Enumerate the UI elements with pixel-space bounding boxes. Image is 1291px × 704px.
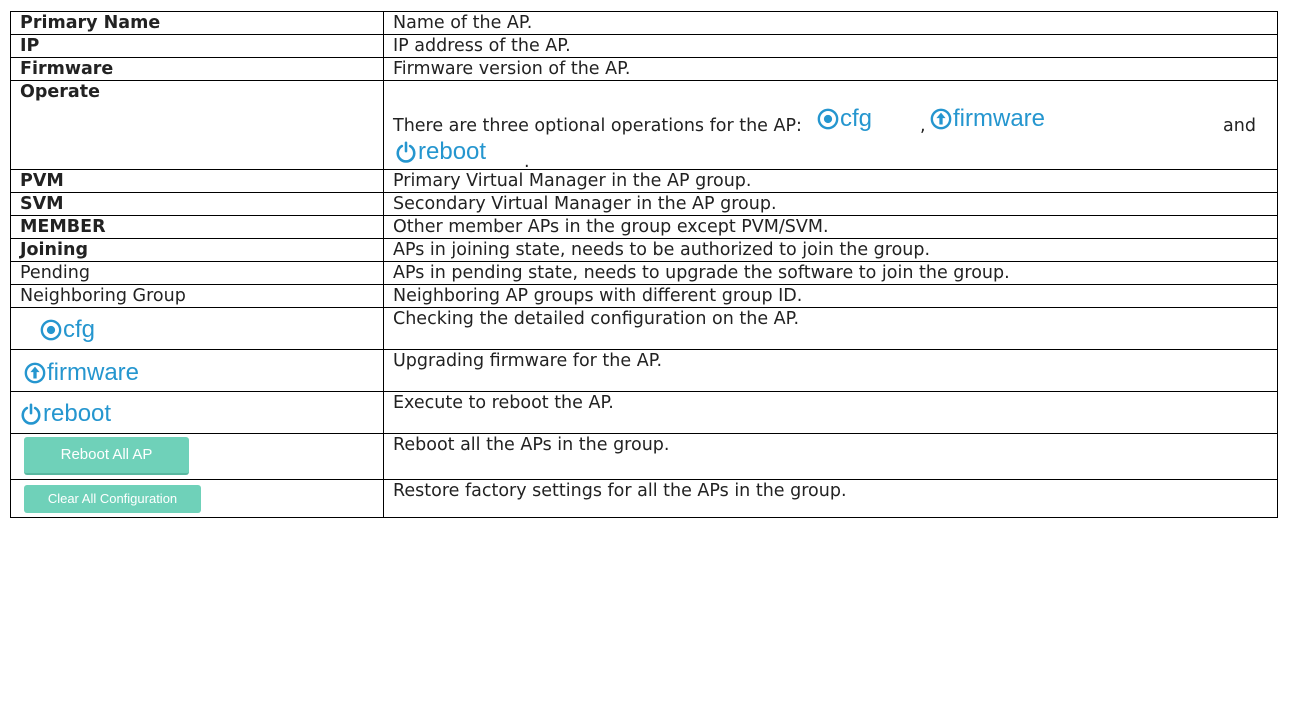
- param-description: APs in pending state, needs to upgrade the software to join the group.: [384, 262, 1278, 285]
- param-description: Restore factory settings for all the APs in the group.: [384, 480, 1278, 518]
- table-row: [11, 239, 1278, 262]
- power-icon: [20, 403, 42, 425]
- param-name: IP: [11, 35, 384, 58]
- firmware-label: firmware: [47, 359, 140, 386]
- cfg-link[interactable]: [817, 105, 872, 133]
- cfg-label: cfg: [840, 105, 873, 132]
- param-name: MEMBER: [11, 216, 384, 239]
- param-description: Other member APs in the group except PVM/SVM.: [384, 216, 1278, 239]
- table-row: [11, 392, 1278, 434]
- table-row: [11, 193, 1278, 216]
- param-name: Firmware: [11, 58, 384, 81]
- firmware-label: firmware: [953, 105, 1046, 132]
- parameter-table: [10, 11, 1278, 518]
- param-name: Joining: [11, 239, 384, 262]
- table-row: [11, 350, 1278, 392]
- table-row: [11, 308, 1278, 350]
- table-row: [11, 480, 1278, 518]
- reboot-link[interactable]: [20, 400, 111, 428]
- param-name: [11, 350, 384, 392]
- param-description: Firmware version of the AP.: [384, 58, 1278, 81]
- table-row: [11, 81, 1278, 170]
- param-name: Pending: [11, 262, 384, 285]
- comma-text: ,: [920, 116, 926, 136]
- param-description: IP address of the AP.: [384, 35, 1278, 58]
- reboot-link[interactable]: [395, 138, 486, 166]
- reboot-all-ap-button[interactable]: Reboot All AP: [24, 437, 189, 475]
- table-row: [11, 434, 1278, 480]
- period-text: .: [524, 152, 530, 170]
- param-description: Secondary Virtual Manager in the AP group.: [384, 193, 1278, 216]
- cfg-label: cfg: [63, 316, 96, 343]
- eye-icon: [817, 108, 839, 130]
- param-description: Upgrading firmware for the AP.: [384, 350, 1278, 392]
- table-row: [11, 35, 1278, 58]
- param-name: Primary Name: [11, 12, 384, 35]
- param-description: Name of the AP.: [384, 12, 1278, 35]
- reboot-label: reboot: [43, 400, 112, 427]
- reboot-label: reboot: [418, 138, 487, 165]
- param-name: [11, 434, 384, 480]
- operate-text: There are three optional operations for the AP:: [393, 116, 802, 136]
- table-row: [11, 285, 1278, 308]
- param-name: Operate: [11, 81, 384, 170]
- param-description: Checking the detailed configuration on the AP.: [384, 308, 1278, 350]
- table-row: [11, 12, 1278, 35]
- param-description: APs in joining state, needs to be authorized to join the group.: [384, 239, 1278, 262]
- param-name: [11, 480, 384, 518]
- upload-arrow-icon: [24, 362, 46, 384]
- table-row: [11, 58, 1278, 81]
- param-name: Neighboring Group: [11, 285, 384, 308]
- param-name: PVM: [11, 170, 384, 193]
- cfg-link[interactable]: [40, 316, 95, 344]
- clear-all-configuration-button[interactable]: Clear All Configuration: [24, 485, 201, 513]
- param-description: Execute to reboot the AP.: [384, 392, 1278, 434]
- table-row: [11, 216, 1278, 239]
- upload-arrow-icon: [930, 108, 952, 130]
- param-description: [384, 81, 1278, 170]
- param-description: Reboot all the APs in the group.: [384, 434, 1278, 480]
- param-description: Primary Virtual Manager in the AP group.: [384, 170, 1278, 193]
- eye-icon: [40, 319, 62, 341]
- param-description: Neighboring AP groups with different group ID.: [384, 285, 1278, 308]
- and-text: and: [1223, 116, 1256, 136]
- param-name: [11, 392, 384, 434]
- param-name: SVM: [11, 193, 384, 216]
- param-name: [11, 308, 384, 350]
- firmware-link[interactable]: [930, 105, 1045, 133]
- table-row: [11, 262, 1278, 285]
- operate-description: [393, 81, 1277, 169]
- firmware-link[interactable]: [24, 359, 139, 387]
- table-row: [11, 170, 1278, 193]
- power-icon: [395, 141, 417, 163]
